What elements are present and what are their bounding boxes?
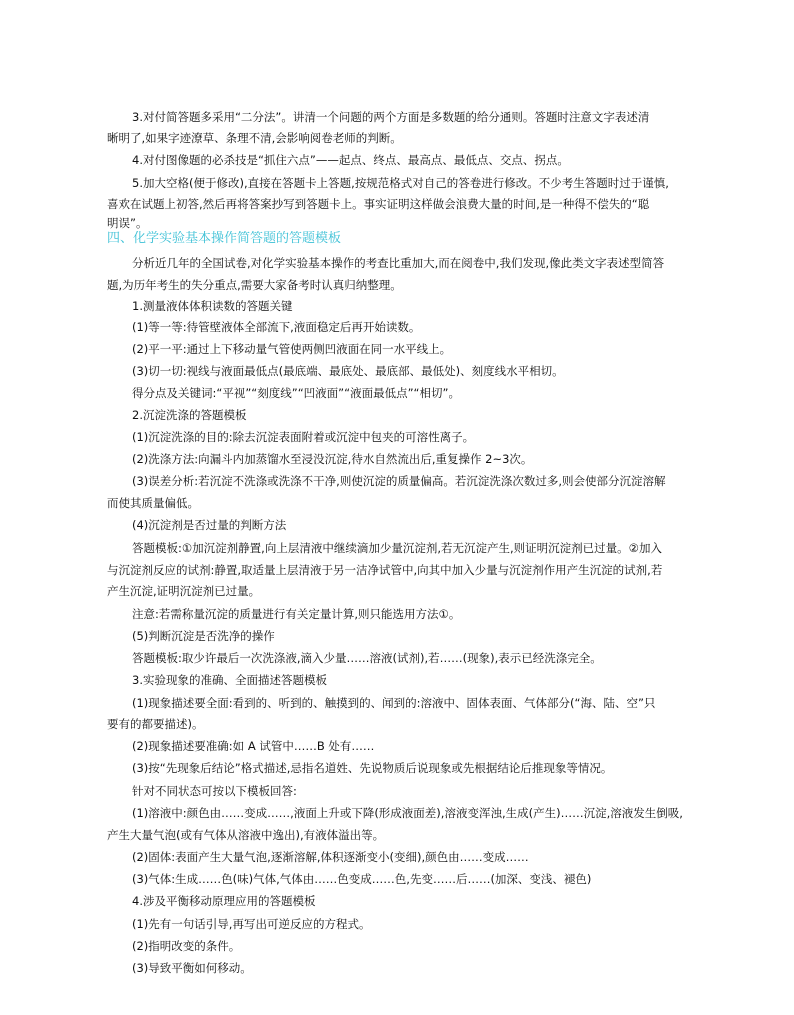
text-line: 答题模板:①加沉淀剂静置,向上层清液中继续滴加少量沉淀剂,若无沉淀产生,则证明沉淀剂已过量。②加入 [132,541,662,555]
text-line: (1)沉淀洗涤的目的:除去沉淀表面附着或沉淀中包夹的可溶性离子。 [132,430,475,444]
text-line: (5)判断沉淀是否洗净的操作 [132,629,275,643]
text-line: 4.涉及平衡移动原理应用的答题模板 [132,894,316,908]
text-line: 产生大量气泡(或有气体从溶液中逸出),有液体溢出等。 [107,828,385,842]
text-line: 晰明了,如果字迹潦草、条理不清,会影响阅卷老师的判断。 [107,131,402,145]
text-line: (3)误差分析:若沉淀不洗涤或洗涤不干净,则使沉淀的质量偏高。若沉淀洗涤次数过多,则会使部分沉淀溶解 [132,474,666,488]
text-line: 产生沉淀,证明沉淀剂已过量。 [107,584,261,598]
text-line: (1)先有一句话引导,再写出可逆反应的方程式。 [132,917,371,931]
text-line: (2)固体:表面产生大量气泡,逐渐溶解,体积逐渐变小(变细),颜色由……变成…… [132,850,529,864]
text-line: 要有的都要描述)。 [107,717,204,731]
text-line: (3)切一切:视线与液面最低点(最底端、最底处、最底部、最低处)、刻度线水平相切。 [132,364,564,378]
text-line: (2)洗涤方法:向漏斗内加蒸馏水至浸没沉淀,待水自然流出后,重复操作 2~3次。 [132,452,533,466]
text-line: (3)气体:生成……色(味)气体,气体由……色变成……色,先变……后……(加深、变浅、褪色) [132,872,592,886]
text-line: 分析近几年的全国试卷,对化学实验基本操作的考查比重加大,而在阅卷中,我们发现,像此类文字表述型简答 [132,256,665,270]
text-line: 答题模板:取少许最后一次洗涤液,滴入少量……溶液(试剂),若……(现象),表示已经洗涤完全。 [132,651,602,665]
text-line: (4)沉淀剂是否过量的判断方法 [132,518,287,532]
text-line: 3.对付简答题多采用“二分法”。讲清一个问题的两个方面是多数题的给分通则。答题时注意文字表述清 [132,110,650,124]
text-line: 喜欢在试题上初答,然后再将答案抄写到答题卡上。事实证明这样做会浪费大量的时间,是一种得不偿失的“聪 [107,197,650,211]
text-line: (1)现象描述要全面:看到的、听到的、触摸到的、闻到的:溶液中、固体表面、气体部分(“海、陆、空”只 [132,696,656,710]
text-line: 明误”。 [107,216,148,230]
text-line: 5.加大空格(便于修改),直接在答题卡上答题,按规范格式对自己的答卷进行修改。不少考生答题时过于谨慎, [132,176,669,190]
section-heading: 四、化学实验基本操作简答题的答题模板 [107,231,342,246]
text-line: 针对不同状态可按以下模板回答: [132,784,297,798]
text-line: (3)导致平衡如何移动。 [132,961,252,975]
text-line: (1)溶液中:颜色由……变成……,液面上升或下降(形成液面差),溶液变浑浊,生成(产生)……沉淀,溶液发生倒吸, [132,806,683,820]
text-line: 得分点及关键词:“平视”“刻度线”“凹液面”“液面最低点”“相切”。 [132,386,460,400]
text-line: 与沉淀剂反应的试剂:静置,取适量上层清液于另一洁净试管中,向其中加入少量与沉淀剂作用产生沉淀的试剂,若 [107,563,663,577]
text-line: (2)现象描述要准确:如 A 试管中……B 处有…… [132,739,375,753]
text-line: (3)按“先现象后结论”格式描述,忌指名道姓、先说物质后说现象或先根据结论后推现象等情况。 [132,761,613,775]
text-line: 1.测量液体体积读数的答题关键 [132,299,293,313]
text-line: (1)等一等:待管壁液体全部流下,液面稳定后再开始读数。 [132,320,421,334]
text-line: 而使其质量偏低。 [107,496,199,510]
text-line: 注意:若需称量沉淀的质量进行有关定量计算,则只能选用方法①。 [132,607,461,621]
text-line: 4.对付图像题的必杀技是“抓住六点”——起点、终点、最高点、最低点、交点、拐点。 [132,153,569,167]
text-line: (2)平一平:通过上下移动量气管使两侧凹液面在同一水平线上。 [132,342,452,356]
text-line: 2.沉淀洗涤的答题模板 [132,408,247,422]
text-line: 3.实验现象的准确、全面描述答题模板 [132,673,327,687]
text-line: 题,为历年考生的失分重点,需要大家备考时认真归纳整理。 [107,278,402,292]
text-line: (2)指明改变的条件。 [132,939,241,953]
